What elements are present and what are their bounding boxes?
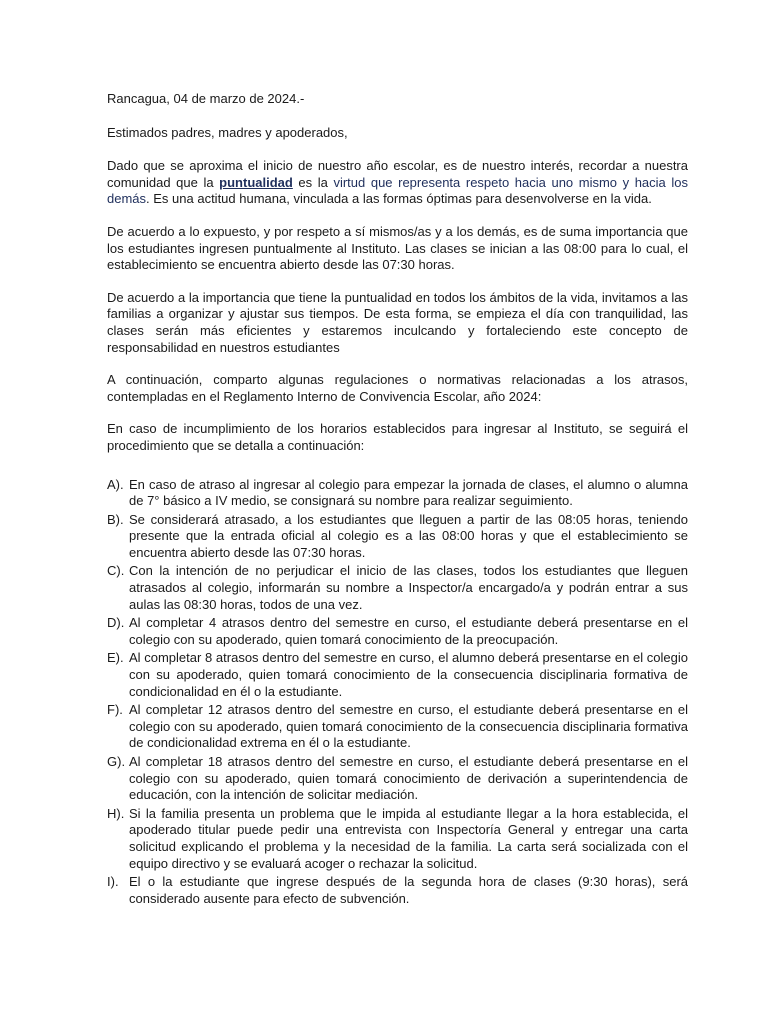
- rule-marker: G).: [107, 754, 126, 769]
- rule-marker: B).: [107, 511, 124, 527]
- rule-text: En caso de atraso al ingresar al colegio para empezar la jornada de clases, el alumno o alumna de 7° básico a IV medio, se consignará su nombre para realizar seguimiento.: [129, 476, 688, 509]
- rule-item-f: [107, 702, 688, 752]
- rule-text: Al completar 8 atrasos dentro del semestre en curso, el alumno deberá presentarse en el colegio con su apoderado, quien tomará conocimiento de la consecuencia disciplinaria formativa de condicionalidad en él o la estudiante.: [129, 650, 688, 699]
- paragraph-regulations-intro: A continuación, comparto algunas regulaciones o normativas relacionadas a los atrasos, contempladas en el Reglamento Interno de Convivencia Escolar, año 2024:: [107, 372, 688, 404]
- letter-greeting: Estimados padres, madres y apoderados,: [107, 124, 348, 140]
- rule-text: Al completar 4 atrasos dentro del semestre en curso, el estudiante deberá presentarse en el colegio con su apoderado, quien tomará conocimiento de la preocupación.: [129, 615, 688, 647]
- paragraph-intro-middle: es la: [292, 174, 334, 190]
- paragraph-families: De acuerdo a la importancia que tiene la puntualidad en todos los ámbitos de la vida, invitamos a las familias a organizar y ajustar sus tiempos. De esta forma, se empieza el día con tranquilidad, las clases serán más eficientes y estaremos inculcando y fortaleciendo este concepto de responsabilidad en nuestros estudiantes: [107, 289, 688, 355]
- paragraph-schedule: De acuerdo a lo expuesto, y por respeto a sí mismos/as y a los demás, es de suma importancia que los estudiantes ingresen puntualmente al Instituto. Las clases se inician a las 08:00 para lo cual, el establecimiento se encuentra abierto desde las 07:30 horas.: [107, 223, 688, 273]
- rule-item-a: [107, 477, 688, 510]
- rule-text: El o la estudiante que ingrese después de la segunda hora de clases (9:30 horas), será considerado ausente para efecto de subvención.: [129, 874, 688, 906]
- letter-date: Rancagua, 04 de marzo de 2024.-: [107, 91, 305, 106]
- rule-marker: A).: [107, 476, 124, 492]
- rule-item-e: [107, 650, 688, 700]
- rule-text: Con la intención de no perjudicar el inicio de las clases, todos los estudiantes que lleguen atrasados al colegio, informarán su nombre a Inspector/a encargado/a y podrán entrar a sus aulas las 08:30 horas, todos de una vez.: [129, 563, 688, 612]
- rule-text: Al completar 18 atrasos dentro del semestre en curso, el estudiante deberá presentarse en el colegio con su apoderado, quien tomará conocimiento de derivación a superintendencia de educación, con la intención de solicitar mediación.: [129, 754, 688, 803]
- rule-item-g: [107, 754, 688, 804]
- rule-item-h: [107, 806, 688, 872]
- highlighted-virtue-phrase: virtud que representa respeto hacia uno mismo y hacia los demás: [107, 174, 688, 207]
- paragraph-intro-end: . Es una actitud humana, vinculada a las formas óptimas para desenvolverse en la vida.: [146, 191, 652, 207]
- keyword-puntualidad: puntualidad: [219, 174, 293, 190]
- rule-marker: E).: [107, 650, 124, 666]
- rule-marker: I).: [107, 874, 119, 890]
- rules-list: [107, 477, 688, 908]
- paragraph-intro: [107, 158, 688, 208]
- rule-text: Al completar 12 atrasos dentro del semestre en curso, el estudiante deberá presentarse en el colegio con su apoderado, quien tomará conocimiento de la consecuencia disciplinaria formativa de condicionalidad extrema en él o la estudiante.: [129, 702, 688, 751]
- rule-item-i: [107, 874, 688, 907]
- rule-marker: C).: [107, 563, 125, 579]
- rule-text: Si la familia presenta un problema que le impida al estudiante llegar a la hora establecida, el apoderado titular puede pedir una entrevista con Inspectoría General y entregar una carta solicitud explicando el problema y la necesidad de la familia. La carta será socializada con el equipo directivo y se evaluará acoger o rechazar la solicitud.: [129, 805, 688, 871]
- paragraph-intro-start: Dado que se aproxima el inicio de nuestro año escolar, es de nuestro interés, recordar a nuestra comunidad que la: [107, 158, 688, 190]
- rule-marker: H).: [107, 805, 125, 821]
- rule-text: Se considerará atrasado, a los estudiantes que lleguen a partir de las 08:05 horas, teniendo presente que la entrada oficial al colegio es a las 08:00 horas y que el establecimiento se encuentra abierto desde las 07:30 horas.: [129, 511, 688, 560]
- rule-item-b: [107, 512, 688, 562]
- rule-marker: D).: [107, 615, 125, 631]
- rule-item-d: [107, 615, 688, 648]
- rule-marker: F).: [107, 702, 123, 718]
- rule-item-c: [107, 563, 688, 613]
- paragraph-procedure-intro: En caso de incumplimiento de los horarios establecidos para ingresar al Instituto, se seguirá el procedimiento que se detalla a continuación:: [107, 421, 688, 453]
